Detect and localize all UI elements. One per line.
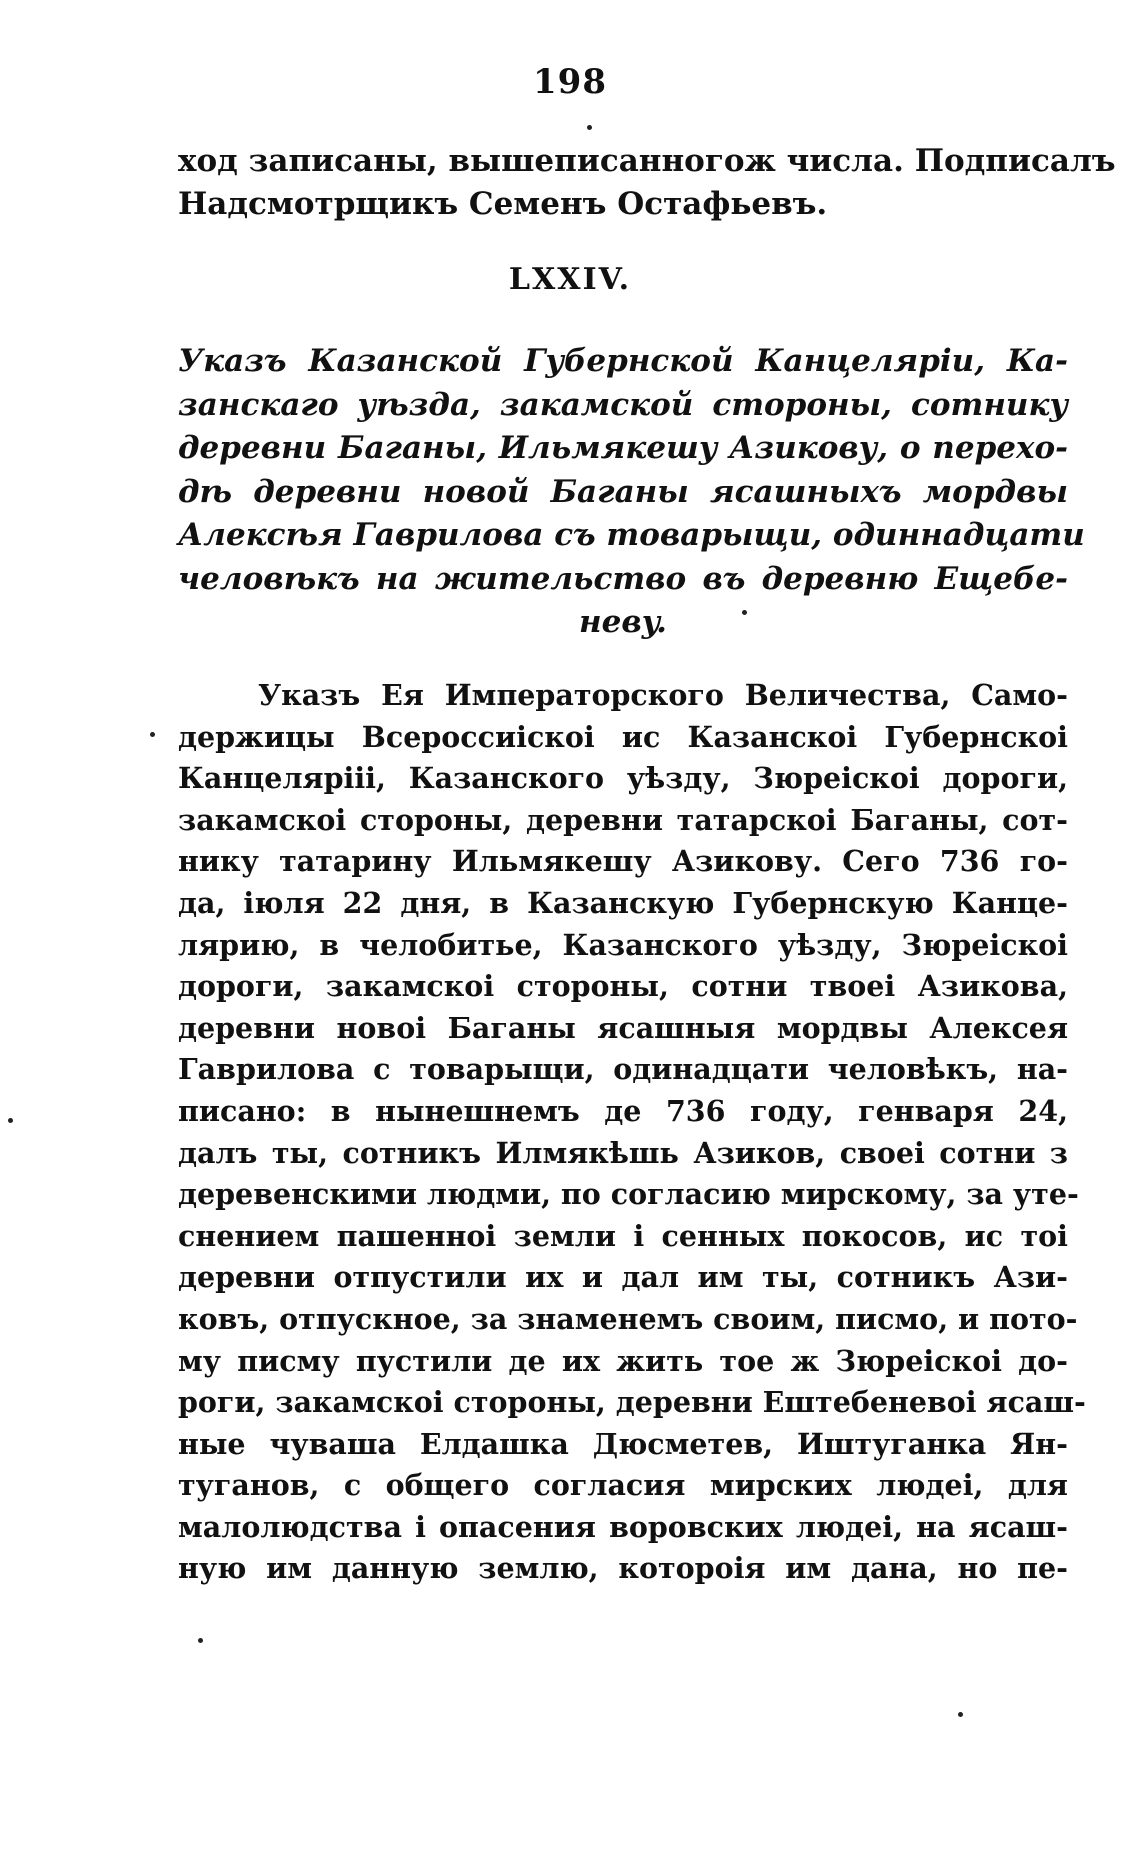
heading-line: человѣкъ на жительство въ деревню Ещебе- [178, 560, 1068, 597]
body-line: Указъ Ея Императорского Величества, Само- [258, 678, 1068, 712]
body-paragraph [178, 675, 1086, 1590]
body-line: лярию, в челобитье, Казанского уѣзду, Зюреіскоі [178, 927, 1068, 962]
text-line: ход записаны, вышеписанногож числа. Подписалъ [178, 143, 1116, 179]
body-line: снением пашенноі земли і сенных покосов, ис тоі [178, 1218, 1068, 1253]
heading-line: Алексѣя Гаврилова съ товарыщи, одиннадцати [178, 517, 1085, 553]
heading-line: невy. [579, 604, 667, 640]
body-line: роги, закамскоі стороны, деревни Ештебеневоі ясаш- [178, 1385, 1086, 1420]
print-speck [587, 125, 592, 130]
print-speck [150, 732, 155, 737]
body-line: туганов, с общего согласия мирских людеі, для [178, 1468, 1068, 1503]
section-number: LXXIV. [508, 262, 632, 297]
heading-line: Указъ Казанской Губернской Канцеляріи, Ка- [178, 343, 1068, 379]
body-line: Канцелярііі, Казанского уѣзду, Зюреіскоі дороги, [178, 761, 1068, 796]
body-line: нику татарину Ильмякешу Азикову. Сего 736 го- [178, 844, 1068, 879]
body-line: му писму пустили де их жить тое ж Зюреіскоі до- [178, 1343, 1068, 1378]
body-line: да, іюля 22 дня, в Казанскую Губернскую Канце- [178, 885, 1068, 920]
page-number: 198 [533, 62, 607, 102]
intro-paragraph [178, 140, 1116, 226]
body-line: деревенскими людми, по согласию мирскому, за утe- [178, 1177, 1079, 1212]
body-line: держицы Всероссиіскоі ис Казанскоі Губернскоі [178, 719, 1068, 754]
body-line: закамскоі стороны, деревни татарскоі Баганы, сот- [178, 802, 1068, 837]
body-line: малолюдства і опасения воровских людеі, на ясаш- [178, 1509, 1068, 1544]
print-speck [8, 1118, 13, 1123]
body-line: дороги, закамскоі стороны, сотни твоеі Азикова, [178, 969, 1068, 1004]
body-line: писано: в нынешнемъ де 736 году, генваря 24, [178, 1093, 1068, 1128]
body-line: ную им данную землю, котороія им дана, но пе- [178, 1551, 1068, 1586]
heading-line: занскаго уѣзда, закамской стороны, сотнику [178, 386, 1068, 423]
heading-line: дѣ деревни новой Баганы ясашныхъ мордвы [178, 473, 1068, 510]
body-line: деревни отпустили их и дал им ты, сотникъ Ази- [178, 1260, 1068, 1295]
body-line: ные чуваша Елдашка Дюсметев, Иштуганка Ян- [178, 1426, 1068, 1461]
body-line: далъ ты, сотникъ Илмякѣшь Азиков, своеі сотни з [178, 1135, 1068, 1170]
body-line: ковъ, отпускное, за знаменемъ своим, писмо, и пото- [178, 1301, 1078, 1336]
document-heading [178, 340, 1085, 645]
print-speck [958, 1712, 963, 1717]
print-speck [198, 1638, 203, 1643]
body-line: Гаврилова с товарыщи, одинадцати человѣкъ, на- [178, 1052, 1068, 1087]
heading-line: деревни Баганы, Ильмякешу Азикову, о перехо- [178, 430, 1068, 466]
print-speck [742, 610, 747, 615]
body-line: деревни новоі Баганы ясашныя мордвы Алексея [178, 1010, 1068, 1045]
text-line: Надсмотрщикъ Семенъ Остафьевъ. [178, 186, 828, 222]
